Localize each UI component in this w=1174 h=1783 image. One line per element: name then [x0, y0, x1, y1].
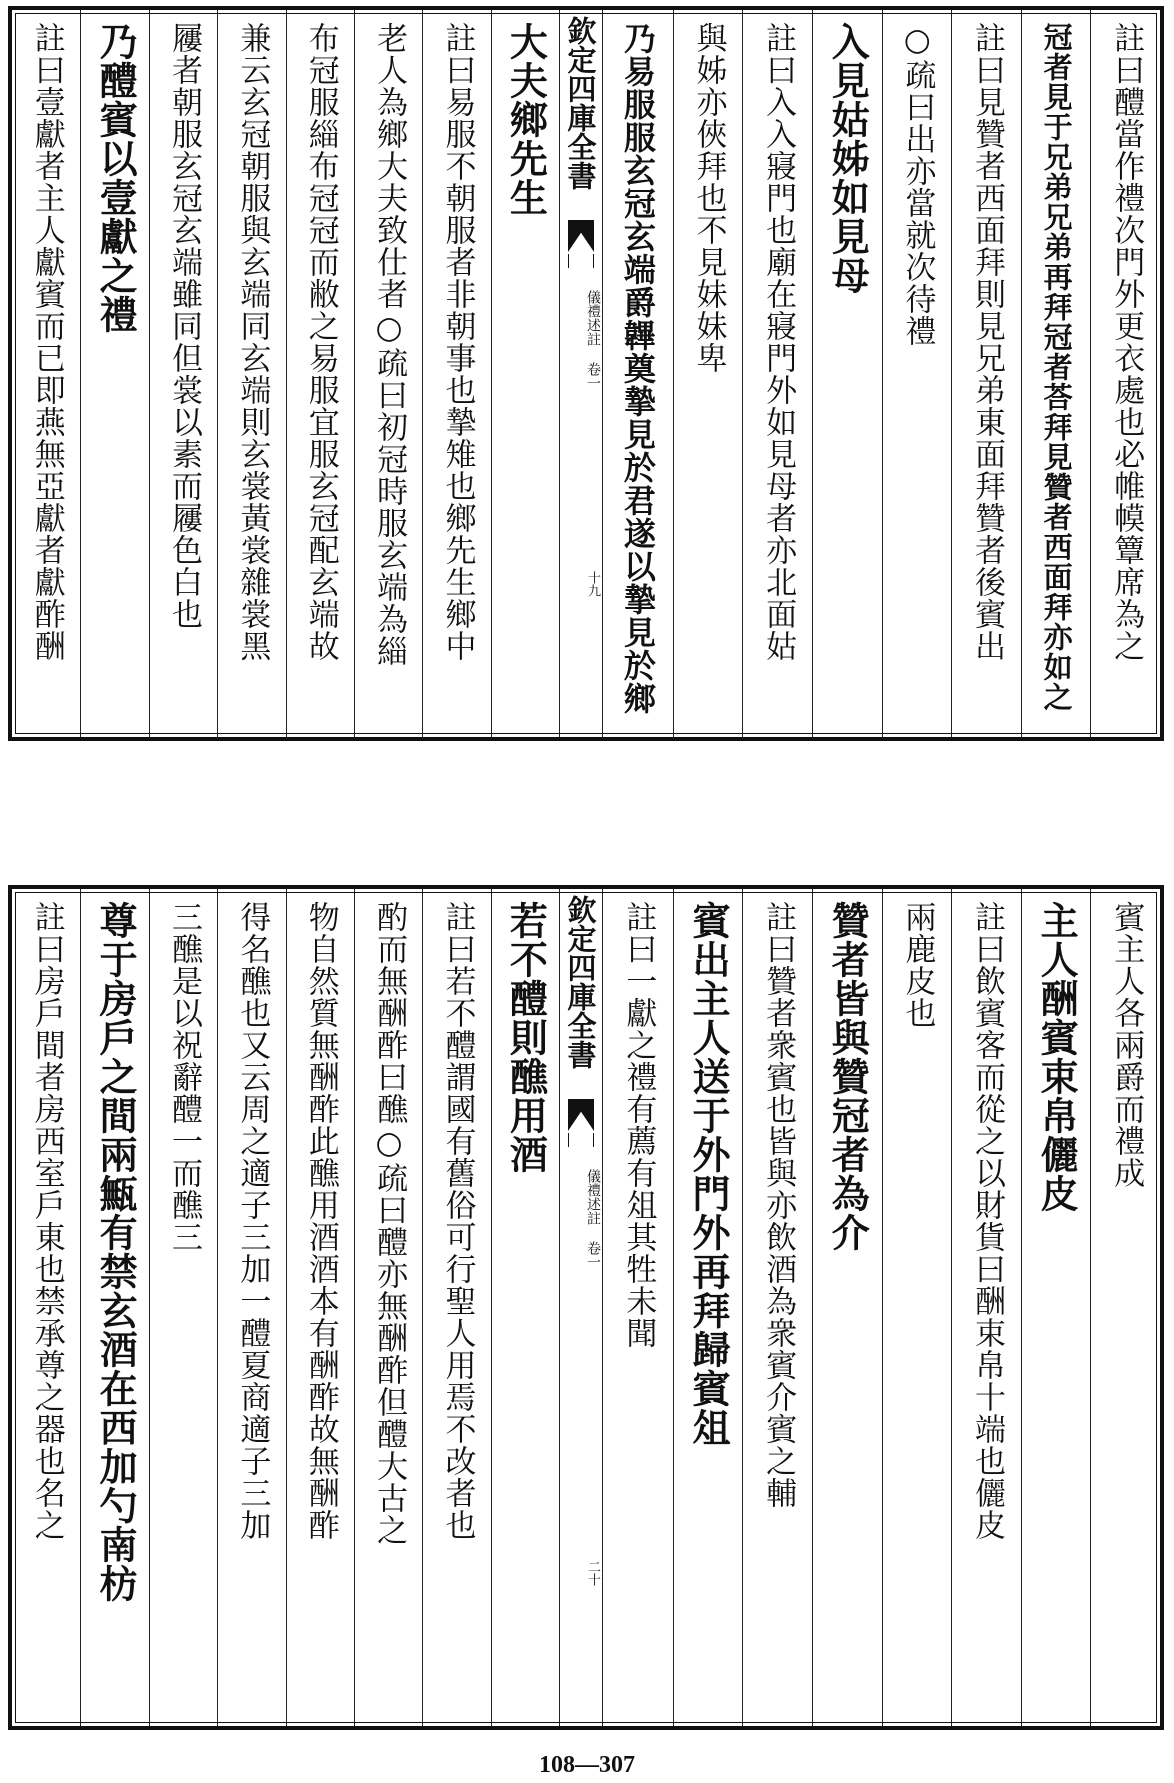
leaf-number: 十九 [585, 571, 600, 597]
right-text-column [673, 889, 743, 1726]
commentary-text: 註曰若不醴謂國有舊俗可行聖人用焉不改者也 [439, 901, 476, 1541]
commentary-text: 註曰房戶間者房西室戶東也禁承尊之器也名之 [28, 901, 65, 1541]
right-text-column [673, 10, 743, 737]
commentary-text: ○疏曰出亦當就次待禮 [899, 22, 936, 347]
left-text-column [149, 889, 217, 1726]
left-text-column [217, 10, 285, 737]
left-text-column [354, 889, 422, 1726]
right-text-column [742, 10, 812, 737]
fish-tail-line [568, 254, 594, 268]
commentary-text: 布冠服緇布冠冠而敝之易服宜服玄冠配玄端故 [302, 22, 339, 662]
main-text: 乃易服服玄冠玄端爵韠奠摯見於君遂以摯見於鄉 [618, 22, 657, 715]
commentary-text: 註曰壹獻者主人獻賓而已即燕無亞獻者獻酢酬 [28, 22, 65, 662]
main-text: 冠者見于兄弟兄弟再拜冠者荅拜見贊者西面拜亦如之 [1039, 22, 1074, 712]
right-text-column [951, 889, 1021, 1726]
left-text-column [491, 10, 559, 737]
fish-tail-mark [568, 1099, 594, 1131]
main-text: 贊者皆與贊冠者為介 [825, 901, 871, 1252]
right-text-column [812, 10, 882, 737]
left-text-column [286, 10, 354, 737]
main-text: 主人酬賓束帛儷皮 [1034, 901, 1080, 1213]
main-text: 若不醴則醮用酒 [503, 901, 549, 1174]
commentary-text: 註曰一獻之禮有薦有俎其牲未聞 [620, 901, 657, 1349]
right-text-column [882, 889, 952, 1726]
left-text-column [491, 889, 559, 1726]
commentary-text: 註曰醴當作禮次門外更衣處也必帷幙簟席為之 [1108, 22, 1145, 662]
right-text-column [951, 10, 1021, 737]
right-text-column [1021, 10, 1091, 737]
center-book-name [562, 1169, 600, 1269]
main-text: 大夫鄉先生 [503, 22, 549, 217]
volume-label: 卷一 [585, 1241, 601, 1269]
fish-tail-mark [568, 220, 594, 252]
page-footer-number: 108—307 [539, 1752, 635, 1778]
right-text-column [1021, 889, 1091, 1726]
center-title: 欽定四庫全書 [563, 895, 598, 1069]
page-bottom [0, 885, 1174, 1745]
left-text-column [149, 10, 217, 737]
commentary-text: 兼云玄冠朝服與玄端同玄端則玄裳黃裳雜裳黑 [234, 22, 271, 662]
center-column [559, 10, 603, 737]
commentary-text: 物自然質無酬酢此醮用酒酒本有酬酢故無酬酢 [302, 901, 339, 1541]
left-text-column [12, 10, 80, 737]
right-text-column [1090, 889, 1160, 1726]
commentary-text: 註曰見贊者西面拜則見兄弟東面拜贊者後賓出 [968, 22, 1005, 662]
right-text-column [882, 10, 952, 737]
book-name: 儀禮述註 [585, 290, 601, 346]
left-text-column [217, 889, 285, 1726]
commentary-text: 得名醮也又云周之適子三加一醴夏商適子三加 [234, 901, 271, 1541]
center-title: 欽定四庫全書 [563, 16, 598, 190]
book-name: 儀禮述註 [585, 1169, 601, 1225]
commentary-text: 註曰入入寢門也廟在寢門外如見母者亦北面姑 [760, 22, 797, 662]
main-text: 入見姑姊如見母 [825, 22, 871, 295]
page-frame [8, 885, 1164, 1730]
leaf-number: 二十 [585, 1560, 600, 1586]
commentary-text: 兩鹿皮也 [899, 901, 936, 1029]
main-text: 賓出主人送于外門外再拜歸賓俎 [685, 901, 731, 1447]
commentary-text: 註曰易服不朝服者非朝事也摯雉也鄉先生鄉中 [439, 22, 476, 662]
right-text-column [742, 889, 812, 1726]
main-text: 尊于房戶之間兩甒有禁玄酒在西加勺南枋 [93, 901, 139, 1603]
right-text-column [1090, 10, 1160, 737]
left-text-column [12, 889, 80, 1726]
commentary-text: 三醮是以祝辭醴一而醮三 [165, 901, 202, 1253]
page-frame [8, 6, 1164, 741]
left-text-column [286, 889, 354, 1726]
right-text-column [812, 889, 882, 1726]
left-text-column [80, 10, 148, 737]
left-text-column [80, 889, 148, 1726]
main-text: 乃醴賓以壹獻之禮 [93, 22, 139, 334]
center-column [559, 889, 603, 1726]
left-text-column [422, 889, 490, 1726]
commentary-text: 註曰贊者衆賓也皆與亦飲酒為衆賓介賓之輔 [760, 901, 797, 1509]
center-book-name [562, 290, 600, 390]
volume-label: 卷一 [585, 362, 601, 390]
commentary-text: 老人為鄉大夫致仕者○疏曰初冠時服玄端為緇 [371, 22, 408, 667]
left-text-column [422, 10, 490, 737]
right-text-column [603, 10, 673, 737]
page-top [0, 0, 1174, 745]
fish-tail-line [568, 1133, 594, 1147]
commentary-text: 賓主人各兩爵而禮成 [1108, 901, 1145, 1189]
commentary-text: 與姊亦俠拜也不見妹妹卑 [690, 22, 727, 374]
commentary-text: 屨者朝服玄冠玄端雖同但裳以素而屨色白也 [165, 22, 202, 630]
left-text-column [354, 10, 422, 737]
commentary-text: 酌而無酬酢曰醮○疏曰醴亦無酬酢但醴大古之 [371, 901, 408, 1546]
commentary-text: 註曰飲賓客而從之以財貨曰酬束帛十端也儷皮 [968, 901, 1005, 1541]
right-text-column [603, 889, 673, 1726]
